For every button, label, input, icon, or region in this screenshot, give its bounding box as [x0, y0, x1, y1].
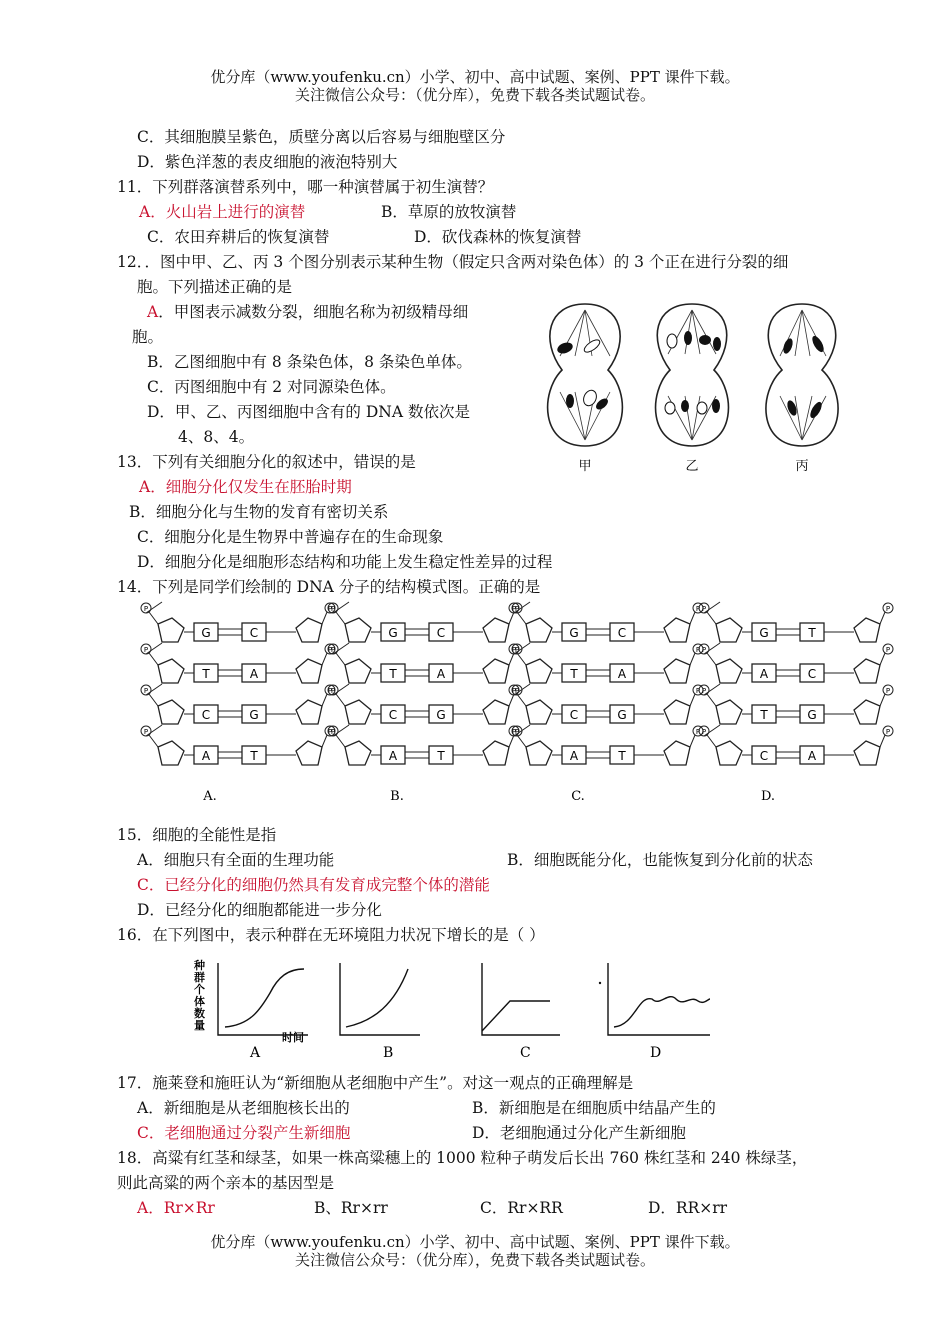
sugar-left: [345, 741, 371, 765]
base-label: C: [249, 626, 259, 640]
graph-c-label: C: [520, 1045, 531, 1061]
phosphate-label: P: [143, 605, 149, 613]
base-label: T: [389, 667, 397, 681]
base-label: A: [759, 667, 769, 681]
graph-b-axes: [340, 963, 420, 1035]
q15-option-b: B．细胞既能分化，也能恢复到分化前的状态: [507, 851, 813, 869]
sugar-right: [483, 659, 509, 683]
sugar-right: [854, 741, 880, 765]
sugar-left: [716, 700, 742, 724]
q18-stem-line-1: 18．高粱有红茎和绿茎，如果一株高粱穗上的 1000 粒种子萌发后长出 760 株红茎和 240 株绿茎，: [117, 1149, 808, 1167]
sugar-left: [345, 700, 371, 724]
q18-stem-line-2: 则此高粱的两个亲本的基因型是: [117, 1174, 335, 1192]
q12-option-a: A．甲图表示减数分裂，细胞名称为初级精母细: [147, 303, 469, 321]
q18-option-d: D．RR×rr: [648, 1199, 728, 1217]
cell-label-yi: 乙: [685, 459, 699, 474]
base-label: C: [388, 708, 398, 722]
q12-option-d: D．甲、乙、丙图细胞中含有的 DNA 数依次是: [147, 403, 470, 421]
phosphate-label: P: [514, 728, 520, 736]
q15-stem: 15．细胞的全能性是指: [117, 826, 277, 844]
q12-stem-line-2: 胞。下列描述正确的是: [137, 278, 293, 296]
graph-d-curve: [614, 997, 710, 1027]
base-label: T: [760, 708, 768, 722]
base-label: T: [202, 667, 210, 681]
phosphate-label: P: [885, 605, 891, 613]
phosphate-label: P: [327, 687, 333, 695]
phosphate-label: P: [701, 646, 707, 654]
phosphate-label: P: [514, 687, 520, 695]
phosphate-label: P: [143, 687, 149, 695]
sugar-right: [664, 618, 690, 642]
q18-option-a: A．Rr×Rr: [137, 1199, 215, 1217]
cell-jia-outline: [548, 304, 623, 446]
phosphate-label: P: [327, 605, 333, 613]
sugar-right: [296, 700, 322, 724]
q11-option-a: A．火山岩上进行的演替: [139, 203, 306, 221]
sugar-left: [716, 618, 742, 642]
base-label: A: [617, 667, 627, 681]
graph-c-curve: [482, 1001, 550, 1031]
sugar-right: [664, 700, 690, 724]
sugar-left: [716, 741, 742, 765]
base-label: G: [201, 626, 211, 640]
sugar-left: [716, 659, 742, 683]
phosphate-label: P: [327, 728, 333, 736]
sugar-left: [158, 618, 184, 642]
phosphate-label: P: [511, 728, 517, 736]
growth-ylabel: 种群个体数量: [194, 959, 205, 1032]
footer-line-2: 关注微信公众号：（优分库），免费下载各类试题试卷。: [294, 1251, 655, 1269]
phosphate-label: P: [330, 646, 336, 654]
q17-option-b: B．新细胞是在细胞质中结晶产生的: [472, 1099, 716, 1117]
base-label: C: [617, 626, 627, 640]
phosphate-label: P: [885, 646, 891, 654]
q10-option-c: C．其细胞膜呈紫色，质壁分离以后容易与细胞壁区分: [137, 128, 506, 146]
base-label: A: [569, 749, 579, 763]
sugar-right: [854, 659, 880, 683]
base-label: T: [808, 626, 816, 640]
base-label: G: [759, 626, 769, 640]
base-label: A: [201, 749, 211, 763]
phosphate-label: P: [695, 605, 701, 613]
phosphate-label: P: [885, 728, 891, 736]
base-label: T: [250, 749, 258, 763]
base-label: C: [436, 626, 446, 640]
base-label: C: [807, 667, 817, 681]
base-label: A: [249, 667, 259, 681]
graph-b-curve: [346, 969, 408, 1027]
graph-d-label: D: [650, 1045, 662, 1061]
phosphate-label: P: [701, 728, 707, 736]
graph-b-label: B: [383, 1045, 394, 1061]
phosphate-label: P: [327, 646, 333, 654]
q12-option-a-text: ．甲图表示减数分裂，细胞名称为初级精母细: [158, 303, 469, 321]
q17-stem: 17．施莱登和施旺认为“新细胞从老细胞中产生”。对这一观点的正确理解是: [117, 1074, 634, 1092]
phosphate-label: P: [514, 646, 520, 654]
header-line-2: 关注微信公众号：（优分库），免费下载各类试题试卷。: [294, 86, 655, 104]
phosphate-label: P: [143, 646, 149, 654]
q12-option-b: B．乙图细胞中有 8 条染色体，8 条染色单体。: [147, 353, 472, 371]
base-label: G: [388, 626, 398, 640]
q13-option-b: B．细胞分化与生物的发育有密切关系: [129, 503, 389, 521]
graph-a-axes: [218, 963, 308, 1035]
q12-stem-line-1: 12．．图中甲、乙、丙 3 个图分别表示某种生物（假定只含两对染色体）的 3 个正在进行分裂的细: [117, 253, 789, 271]
dna-option-label: B.: [390, 789, 404, 804]
q10-option-d: D．紫色洋葱的表皮细胞的液泡特别大: [137, 153, 398, 171]
sugar-left: [345, 618, 371, 642]
sugar-left: [526, 659, 552, 683]
phosphate-label: P: [511, 687, 517, 695]
base-label: A: [436, 667, 446, 681]
sugar-left: [526, 741, 552, 765]
base-label: G: [569, 626, 579, 640]
sugar-right: [483, 741, 509, 765]
q18-option-c: C．Rr×RR: [480, 1199, 563, 1217]
sugar-right: [664, 659, 690, 683]
phosphate-label: P: [701, 687, 707, 695]
phosphate-label: P: [330, 605, 336, 613]
q17-option-d: D．老细胞通过分化产生新细胞: [472, 1124, 686, 1142]
phosphate-label: P: [511, 605, 517, 613]
sugar-left: [526, 618, 552, 642]
cell-bing-outline: [766, 304, 838, 446]
sugar-left: [158, 741, 184, 765]
q12-option-c: C．丙图细胞中有 2 对同源染色体。: [147, 378, 396, 396]
cell-label-bing: 丙: [795, 459, 809, 474]
phosphate-label: P: [330, 687, 336, 695]
base-label: A: [807, 749, 817, 763]
dna-option-label: D.: [760, 789, 776, 804]
q11-option-d: D．砍伐森林的恢复演替: [414, 228, 582, 246]
phosphate-label: P: [695, 687, 701, 695]
q11-option-c: C．农田弃耕后的恢复演替: [147, 228, 330, 246]
sugar-left: [158, 700, 184, 724]
sugar-right: [483, 618, 509, 642]
sugar-left: [526, 700, 552, 724]
phosphate-label: P: [701, 605, 707, 613]
dna-structure-figure: [130, 598, 891, 810]
q13-stem: 13．下列有关细胞分化的叙述中，错误的是: [117, 453, 416, 471]
graph-a-curve: [225, 969, 304, 1027]
q16-stem: 16．在下列图中，表示种群在无环境阻力状况下增长的是（ ）: [117, 926, 545, 944]
q17-option-a: A．新细胞是从老细胞核长出的: [137, 1099, 350, 1117]
q13-option-d: D．细胞分化是细胞形态结构和功能上发生稳定性差异的过程: [137, 553, 553, 571]
q18-option-b: B、Rr×rr: [314, 1199, 388, 1217]
base-label: T: [618, 749, 626, 763]
footer-line-1: 优分库（www.youfenku.cn）小学、初中、高中试题、案例、PPT 课件下载。: [210, 1233, 740, 1251]
sugar-right: [664, 741, 690, 765]
q14-stem: 14．下列是同学们绘制的 DNA 分子的结构模式图。正确的是: [117, 578, 541, 596]
q15-option-c: C．已经分化的细胞仍然具有发育成完整个体的潜能: [137, 876, 490, 894]
phosphate-label: P: [514, 605, 520, 613]
q11-stem: 11．下列群落演替系列中，哪一种演替属于初生演替？: [117, 178, 494, 196]
q13-option-a: A．细胞分化仅发生在胚胎时期: [139, 478, 352, 496]
base-label: T: [437, 749, 445, 763]
cell-label-jia: 甲: [578, 459, 592, 474]
q17-option-c: C．老细胞通过分裂产生新细胞: [137, 1124, 351, 1142]
sugar-left: [345, 659, 371, 683]
graph-a-label: A: [250, 1045, 261, 1061]
base-label: C: [201, 708, 211, 722]
base-label: T: [570, 667, 578, 681]
base-label: G: [436, 708, 446, 722]
phosphate-label: P: [511, 646, 517, 654]
base-label: G: [807, 708, 817, 722]
phosphate-label: P: [143, 728, 149, 736]
phosphate-label: P: [885, 687, 891, 695]
q12-option-d-cont: 4、8、4。: [178, 428, 255, 446]
base-label: G: [249, 708, 259, 722]
header-line-1: 优分库（www.youfenku.cn）小学、初中、高中试题、案例、PPT 课件下载。: [210, 68, 740, 86]
dna-option-label: A.: [203, 789, 217, 804]
base-label: C: [569, 708, 579, 722]
sugar-right: [296, 741, 322, 765]
sugar-left: [158, 659, 184, 683]
sugar-right: [296, 659, 322, 683]
q12-option-a-cont: 胞。: [132, 328, 164, 346]
q15-option-d: D．已经分化的细胞都能进一步分化: [137, 901, 382, 919]
sugar-right: [854, 700, 880, 724]
sugar-right: [296, 618, 322, 642]
graph-c-axes: [482, 963, 560, 1035]
dna-option-label: C.: [571, 789, 585, 804]
growth-xlabel: 时间: [282, 1031, 304, 1044]
q11-option-b: B．草原的放牧演替: [381, 203, 517, 221]
sugar-right: [483, 700, 509, 724]
phosphate-label: P: [330, 728, 336, 736]
base-label: G: [617, 708, 627, 722]
q15-option-a: A．细胞只有全面的生理功能: [137, 851, 335, 869]
cell-yi-outline: [656, 304, 729, 446]
phosphate-label: P: [695, 646, 701, 654]
population-growth-figure: [190, 955, 730, 1065]
base-label: C: [759, 749, 769, 763]
sugar-right: [854, 618, 880, 642]
phosphate-label: P: [695, 728, 701, 736]
cell-division-figure: [530, 296, 860, 478]
q13-option-c: C．细胞分化是生物界中普遍存在的生命现象: [137, 528, 444, 546]
base-label: A: [388, 749, 398, 763]
